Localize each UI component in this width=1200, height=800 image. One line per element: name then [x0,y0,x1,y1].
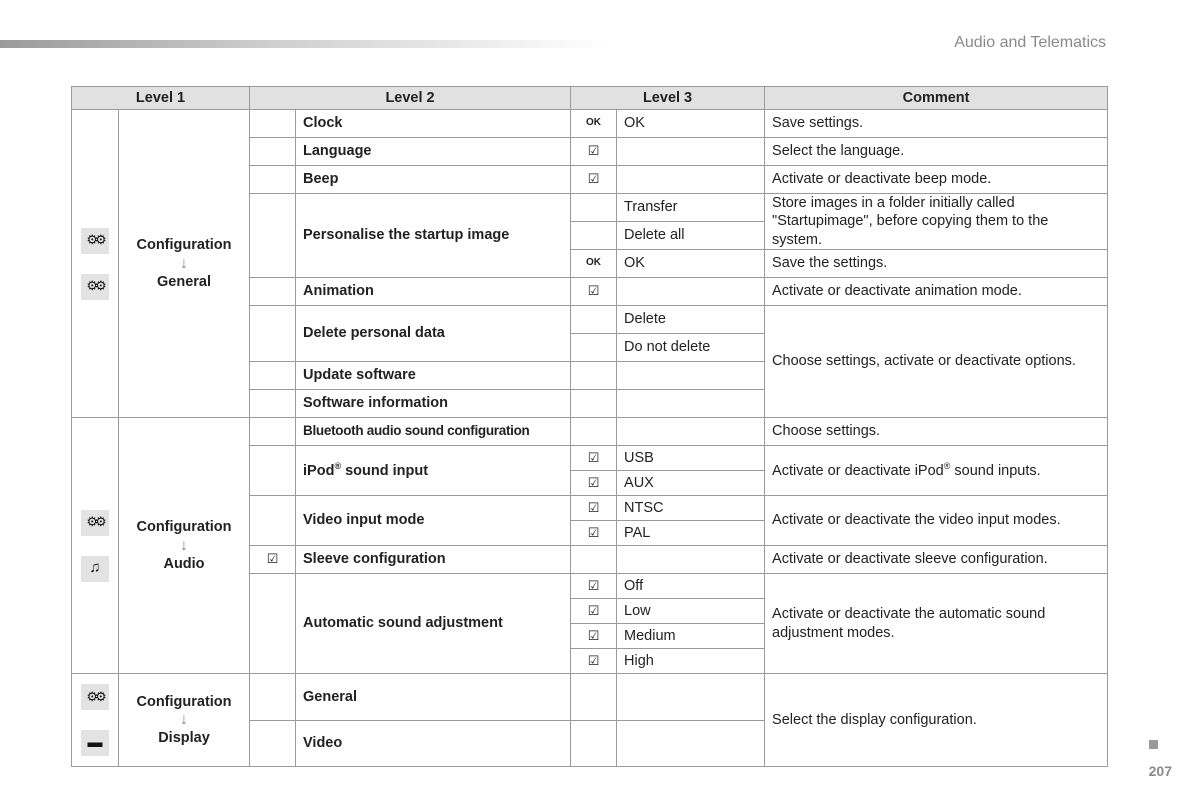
page-marker [1149,740,1158,749]
level2-ipod: iPod® sound input [296,446,571,496]
level1-audio [119,418,250,674]
level3-do-not-delete: Do not delete [617,334,765,362]
comment-general-shared: Choose settings, activate or deactivate options. [765,306,1108,418]
level3-empty [617,390,765,418]
menu-table [71,86,1108,767]
col-header-level2: Level 2 [250,87,571,110]
general-icons [72,110,119,418]
music-note-icon: ♫ [81,556,109,582]
comment-display: Select the display configuration. [765,674,1108,767]
checkbox-icon: ☑ [571,574,617,599]
level2-animation: Animation [296,278,571,306]
level1-title-bottom: Audio [163,555,205,572]
level1-title-top: Configuration [136,693,232,710]
checkbox-icon: ☑ [571,521,617,546]
display-icons [72,674,119,767]
level2-icon-cell [250,138,296,166]
level3-empty [617,720,765,767]
level2-icon-cell [250,362,296,390]
level2-icon-cell [250,166,296,194]
level2-clock: Clock [296,110,571,138]
display-screen-icon: ▬ [81,730,109,756]
comment-language: Select the language. [765,138,1108,166]
level3-empty [617,546,765,574]
comment-clock: Save settings. [765,110,1108,138]
comment-ipod: Activate or deactivate iPod® sound inputs. [765,446,1108,496]
level3-ntsc: NTSC [617,496,765,521]
level3-icon-cell [571,546,617,574]
ok-icon: OK [571,110,617,138]
table-row [72,110,1108,138]
comment-animation: Activate or deactivate animation mode. [765,278,1108,306]
level3-startup-ok: OK [617,250,765,278]
checkbox-icon: ☑ [571,278,617,306]
level2-auto-sound: Automatic sound adjustment [296,574,571,674]
col-header-level3: Level 3 [571,87,765,110]
level2-language: Language [296,138,571,166]
level2-icon-cell [250,306,296,362]
level1-title-bottom: General [157,273,211,290]
ok-icon: OK [571,250,617,278]
level3-icon-cell [571,390,617,418]
level3-icon-cell [571,334,617,362]
comment-startup-store: Store images in a folder initially called "Startupimage", before copying them to the system. [765,194,1108,250]
level1-general [119,110,250,418]
level2-display-general: General [296,674,571,721]
level2-sleeve: Sleeve configuration [296,546,571,574]
page-number: 207 [1148,763,1172,779]
level2-icon-cell [250,674,296,721]
table-row [72,674,1108,721]
level3-medium: Medium [617,624,765,649]
level2-update-software: Update software [296,362,571,390]
level2-icon-cell [250,720,296,767]
level2-software-info: Software information [296,390,571,418]
level2-startup-image: Personalise the startup image [296,194,571,278]
level3-icon-cell [571,720,617,767]
level3-icon-cell [571,194,617,222]
level2-icon-cell [250,194,296,278]
level3-empty [617,362,765,390]
level3-icon-cell [571,674,617,721]
comment-startup-save: Save the settings. [765,250,1108,278]
table-header-row [72,87,1108,110]
level1-title-top: Configuration [136,519,232,536]
comment-bluetooth: Choose settings. [765,418,1108,446]
checkbox-icon: ☑ [571,446,617,471]
arrow-down-icon: ↓ [180,536,188,554]
level2-icon-cell [250,574,296,674]
checkbox-icon: ☑ [571,166,617,194]
level3-icon-cell [571,222,617,250]
level2-icon-cell [250,390,296,418]
arrow-down-icon: ↓ [180,711,188,728]
level3-clock-ok: OK [617,110,765,138]
level3-icon-cell [571,418,617,446]
level1-display [119,674,250,767]
level2-video-input: Video input mode [296,496,571,546]
level3-empty [617,278,765,306]
level3-delete-all: Delete all [617,222,765,250]
comment-beep: Activate or deactivate beep mode. [765,166,1108,194]
gear-icon: ⚙⚙ [81,228,109,254]
checkbox-icon: ☑ [571,496,617,521]
checkbox-icon: ☑ [571,599,617,624]
col-header-comment: Comment [765,87,1108,110]
checkbox-icon: ☑ [571,138,617,166]
gear-icon: ⚙⚙ [81,510,109,536]
arrow-down-icon: ↓ [180,254,188,272]
level3-empty [617,166,765,194]
level3-pal: PAL [617,521,765,546]
level3-aux: AUX [617,471,765,496]
comment-video-input: Activate or deactivate the video input modes. [765,496,1108,546]
comment-auto-sound: Activate or deactivate the automatic sound adjustment modes. [765,574,1108,674]
level2-icon-cell [250,278,296,306]
checkbox-icon: ☑ [571,624,617,649]
table-row [72,418,1108,446]
level2-icon-cell [250,110,296,138]
level3-icon-cell [571,362,617,390]
comment-sleeve: Activate or deactivate sleeve configuration. [765,546,1108,574]
col-header-level1: Level 1 [72,87,250,110]
level3-empty [617,674,765,721]
top-gradient-bar [0,40,610,48]
gear-icon: ⚙⚙ [81,274,109,300]
level3-low: Low [617,599,765,624]
audio-icons [72,418,119,674]
checkbox-icon: ☑ [250,546,296,574]
level1-title-bottom: Display [158,730,210,746]
level2-icon-cell [250,418,296,446]
checkbox-icon: ☑ [571,471,617,496]
level3-icon-cell [571,306,617,334]
level2-delete-data: Delete personal data [296,306,571,362]
checkbox-icon: ☑ [571,649,617,674]
level2-icon-cell [250,446,296,496]
level3-delete: Delete [617,306,765,334]
level2-bluetooth: Bluetooth audio sound configuration [296,418,571,446]
level3-high: High [617,649,765,674]
level2-display-video: Video [296,720,571,767]
gear-icon: ⚙⚙ [81,684,109,710]
level2-icon-cell [250,496,296,546]
level3-empty [617,418,765,446]
level3-empty [617,138,765,166]
level3-usb: USB [617,446,765,471]
level3-off: Off [617,574,765,599]
level1-title-top: Configuration [136,237,232,254]
level2-beep: Beep [296,166,571,194]
section-title: Audio and Telematics [954,34,1106,51]
level3-transfer: Transfer [617,194,765,222]
